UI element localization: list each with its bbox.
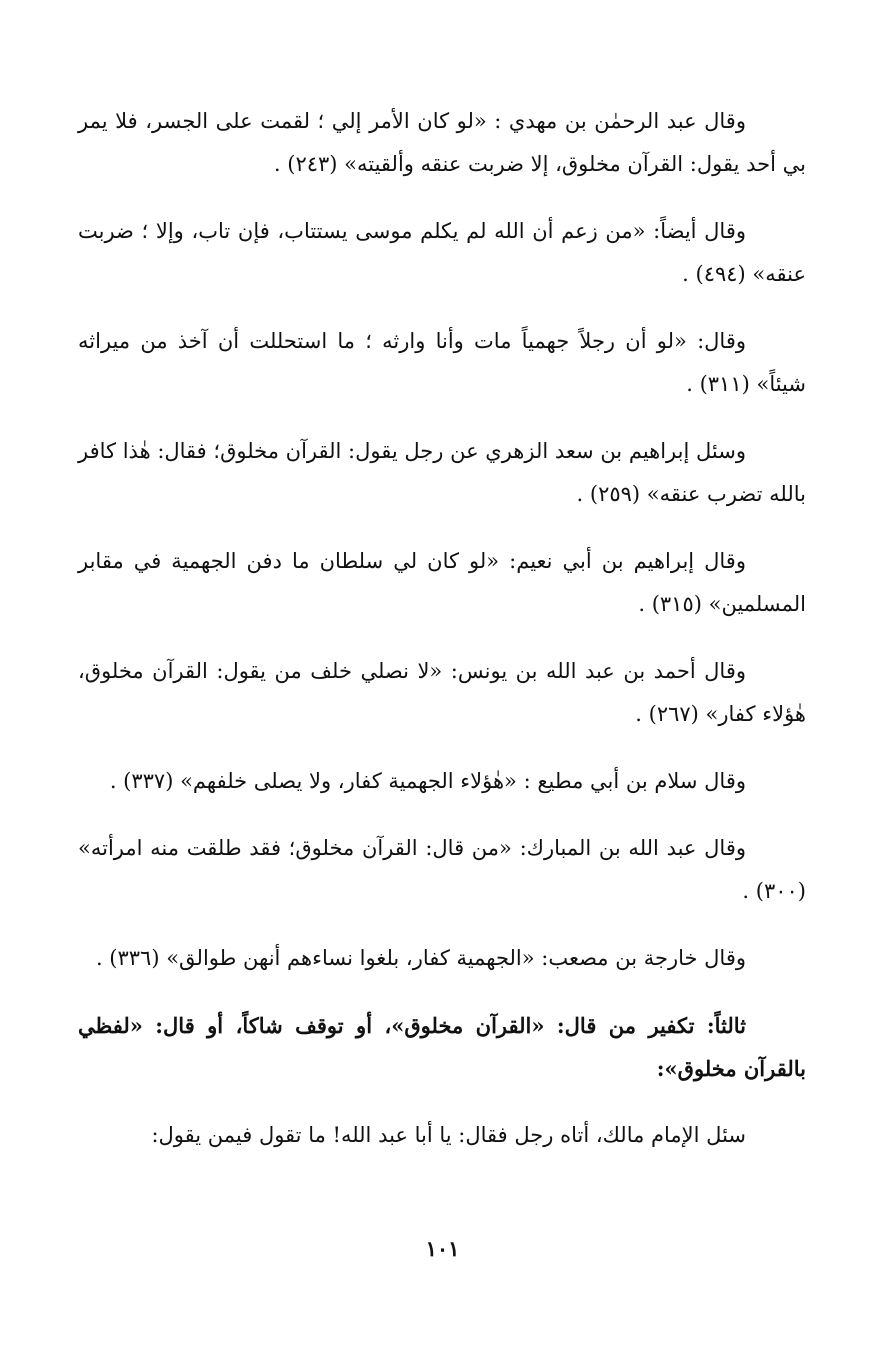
paragraph-ibn-mubarak: وقال عبد الله بن المبارك: «من قال: القرآن مخلوق؛ فقد طلقت منه امرأته» (٣٠٠) . [78,836,806,903]
paragraph-ibn-mahdi-2: وقال أيضاً: «من زعم أن الله لم يكلم موسى يستتاب، فإن تاب، وإلا ؛ ضربت عنقه» (٤٩٤) . [78,219,806,286]
page-body [78,100,806,1181]
paragraph-ibn-mahdi-1: وقال عبد الرحمٰن بن مهدي : «لو كان الأمر إلي ؛ لقمت على الجسر، فلا يمر بي أحد يقول: القرآن مخلوق، إلا ضربت عنقه وألقيته» (٢٤٣) . [78,109,806,176]
paragraph-kharija: وقال خارجة بن مصعب: «الجهمية كفار، بلغوا نساءهم أنهن طوالق» (٣٣٦) . [95,946,746,970]
paragraph-malik: سئل الإمام مالك، أتاه رجل فقال: يا أبا عبد الله! ما تقول فيمن يقول: [151,1123,746,1147]
section-heading: ثالثاً: تكفير من قال: «القرآن مخلوق»، أو توقف شاكاً، أو قال: «لفظي بالقرآن مخلوق»: [78,1013,806,1081]
paragraph-ibn-abi-nuaim: وقال إبراهيم بن أبي نعيم: «لو كان لي سلطان ما دفن الجهمية في مقابر المسلمين» (٣١٥) . [78,549,806,616]
page-number: ١٠١ [425,1236,460,1261]
paragraph-ibn-mahdi-3: وقال: «لو أن رجلاً جهمياً مات وأنا وارثه ؛ ما استحللت أن آخذ من ميراثه شيئاً» (٣١١) . [78,329,806,396]
paragraph-sallam: وقال سلام بن أبي مطيع : «هٰؤلاء الجهمية كفار، ولا يصلى خلفهم» (٣٣٧) . [109,769,746,793]
paragraph-zuhri: وسئل إبراهيم بن سعد الزهري عن رجل يقول: القرآن مخلوق؛ فقال: هٰذا كافر بالله تضرب عنقه» (٢٥٩) . [78,439,806,506]
paragraph-ibn-yunus: وقال أحمد بن عبد الله بن يونس: «لا نصلي خلف من يقول: القرآن مخلوق، هٰؤلاء كفار» (٢٦٧) . [78,659,806,726]
